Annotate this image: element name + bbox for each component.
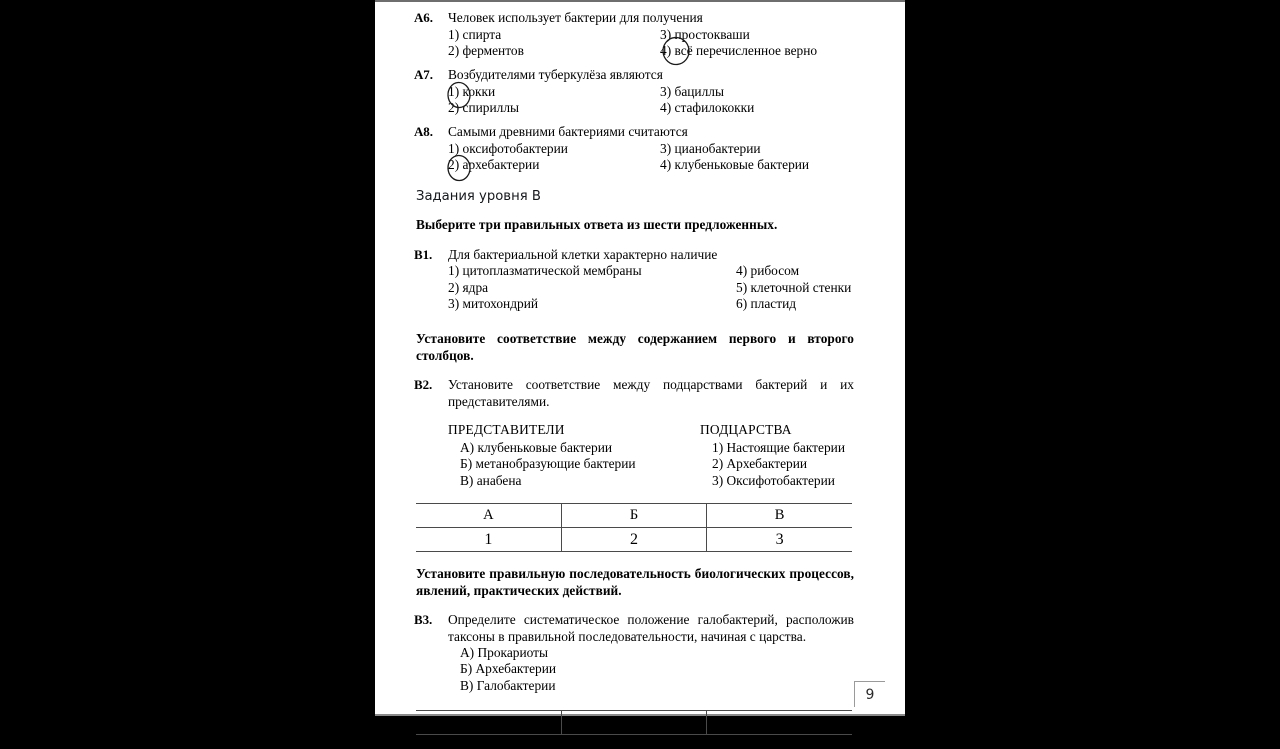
question-b2 bbox=[414, 377, 854, 552]
question-b3-header bbox=[414, 612, 854, 645]
question-a6-stem: Человек использует бактерии для получения bbox=[448, 10, 703, 25]
question-b2-matching bbox=[448, 421, 854, 489]
instruction-match-columns: Установите соответствие между содержанием первого и второго столбцов. bbox=[416, 331, 854, 363]
instruction-correct-sequence: Установите правильную последовательность биологических процессов, явлений, практических действий. bbox=[416, 566, 854, 598]
b3-answer-header-row bbox=[416, 710, 852, 734]
b3-item-v[interactable]: В) Галобактерии bbox=[460, 677, 556, 693]
page-content bbox=[414, 10, 854, 749]
option-b1-3[interactable]: 3) митохондрий bbox=[448, 295, 539, 311]
option-b1-1[interactable]: 1) цитоплазматической мембраны bbox=[448, 263, 642, 279]
b2-answer-table bbox=[416, 503, 852, 552]
question-b3-stem: Определите систематическое положение галобактерий, расположив таксоны в правильной последовательности, начиная с царства. bbox=[448, 612, 854, 644]
option-b1-4[interactable]: 4) рибосом bbox=[736, 263, 800, 279]
option-a6-1[interactable]: 1) спирта bbox=[448, 26, 502, 42]
question-a7-options bbox=[448, 84, 854, 117]
question-b3-items bbox=[448, 645, 854, 694]
b3-item-b[interactable]: Б) Архебактерии bbox=[460, 661, 557, 677]
question-a7-stem: Возбудителями туберкулёза являются bbox=[448, 67, 663, 83]
question-b1-label: B1. bbox=[414, 246, 433, 262]
option-b1-6[interactable]: 6) пластид bbox=[736, 295, 797, 311]
question-a8-options bbox=[448, 141, 854, 174]
b2-answer-value-row bbox=[416, 528, 852, 552]
b2-header-b: Б bbox=[561, 504, 706, 528]
option-a7-1[interactable]: 1) кокки bbox=[448, 83, 496, 99]
b2-right-item-2[interactable]: 2) Архебактерии bbox=[712, 456, 808, 472]
question-a8 bbox=[414, 124, 854, 173]
question-b1-options bbox=[448, 263, 854, 312]
b2-answer-header-row bbox=[416, 504, 852, 528]
b2-value-v[interactable]: 3 bbox=[707, 528, 852, 552]
question-a6 bbox=[414, 10, 854, 59]
question-a7 bbox=[414, 67, 854, 116]
option-b1-5[interactable]: 5) клеточной стенки bbox=[736, 279, 852, 295]
option-a8-3[interactable]: 3) цианобактерии bbox=[660, 140, 761, 156]
question-b3 bbox=[414, 612, 854, 735]
option-a7-3[interactable]: 3) бациллы bbox=[660, 83, 724, 99]
option-a6-3[interactable]: 3) простокваши bbox=[660, 26, 750, 42]
b3-header-v: В bbox=[707, 710, 852, 734]
option-a7-4[interactable]: 4) стафилококки bbox=[660, 99, 755, 115]
question-b2-stem: Установите соответствие между подцарствами бактерий и их представителями. bbox=[448, 377, 854, 409]
page-number: 9 bbox=[854, 681, 885, 707]
b3-header-b: Б bbox=[561, 710, 706, 734]
b2-value-b[interactable]: 2 bbox=[561, 528, 706, 552]
question-a8-label: A8. bbox=[414, 124, 433, 140]
document-page bbox=[375, 0, 905, 730]
option-a7-2[interactable]: 2) спириллы bbox=[448, 99, 520, 115]
question-a7-label: A7. bbox=[414, 67, 433, 83]
option-a8-4[interactable]: 4) клубеньковые бактерии bbox=[660, 156, 810, 172]
b2-left-title: ПРЕДСТАВИТЕЛИ bbox=[448, 422, 565, 438]
option-a8-2[interactable]: 2) архебактерии bbox=[448, 156, 540, 172]
question-b1-stem: Для бактериальной клетки характерно наличие bbox=[448, 246, 718, 262]
b3-answer-table bbox=[416, 710, 852, 735]
b2-header-a: А bbox=[416, 504, 561, 528]
option-a8-1[interactable]: 1) оксифотобактерии bbox=[448, 140, 568, 156]
b3-item-a[interactable]: А) Прокариоты bbox=[460, 645, 549, 661]
b2-right-column bbox=[700, 421, 854, 489]
b2-right-title: ПОДЦАРСТВА bbox=[700, 422, 792, 438]
question-a6-label: A6. bbox=[414, 10, 433, 25]
question-a6-options bbox=[448, 27, 854, 60]
b3-header-a: А bbox=[416, 710, 561, 734]
option-b1-2[interactable]: 2) ядра bbox=[448, 279, 489, 295]
b2-right-item-1[interactable]: 1) Настоящие бактерии bbox=[712, 440, 846, 456]
option-a6-4[interactable]: 4) всё перечисленное верно bbox=[660, 42, 818, 58]
question-b2-label: B2. bbox=[414, 377, 433, 393]
b2-left-item-v[interactable]: В) анабена bbox=[460, 472, 522, 488]
question-a7-header bbox=[414, 67, 854, 84]
question-a6-header bbox=[414, 10, 854, 27]
b2-header-v: В bbox=[707, 504, 852, 528]
b2-value-a[interactable]: 1 bbox=[416, 528, 561, 552]
question-b1-header bbox=[414, 247, 854, 264]
b2-right-item-3[interactable]: 3) Оксифотобактерии bbox=[712, 472, 835, 488]
level-b-heading: Задания уровня В bbox=[416, 189, 541, 205]
question-a8-stem: Самыми древними бактериями считаются bbox=[448, 124, 688, 140]
b2-left-item-b[interactable]: Б) метанобразующие бактерии bbox=[460, 456, 636, 472]
b2-left-item-a[interactable]: А) клубеньковые бактерии bbox=[460, 440, 613, 456]
b2-left-column bbox=[448, 421, 700, 489]
question-b3-label: B3. bbox=[414, 612, 433, 628]
question-b1 bbox=[414, 247, 854, 312]
question-a8-header bbox=[414, 124, 854, 141]
option-a6-2[interactable]: 2) ферментов bbox=[448, 42, 524, 58]
question-b2-header bbox=[414, 377, 854, 410]
instruction-choose-three: Выберите три правильных ответа из шести предложенных. bbox=[416, 217, 778, 233]
